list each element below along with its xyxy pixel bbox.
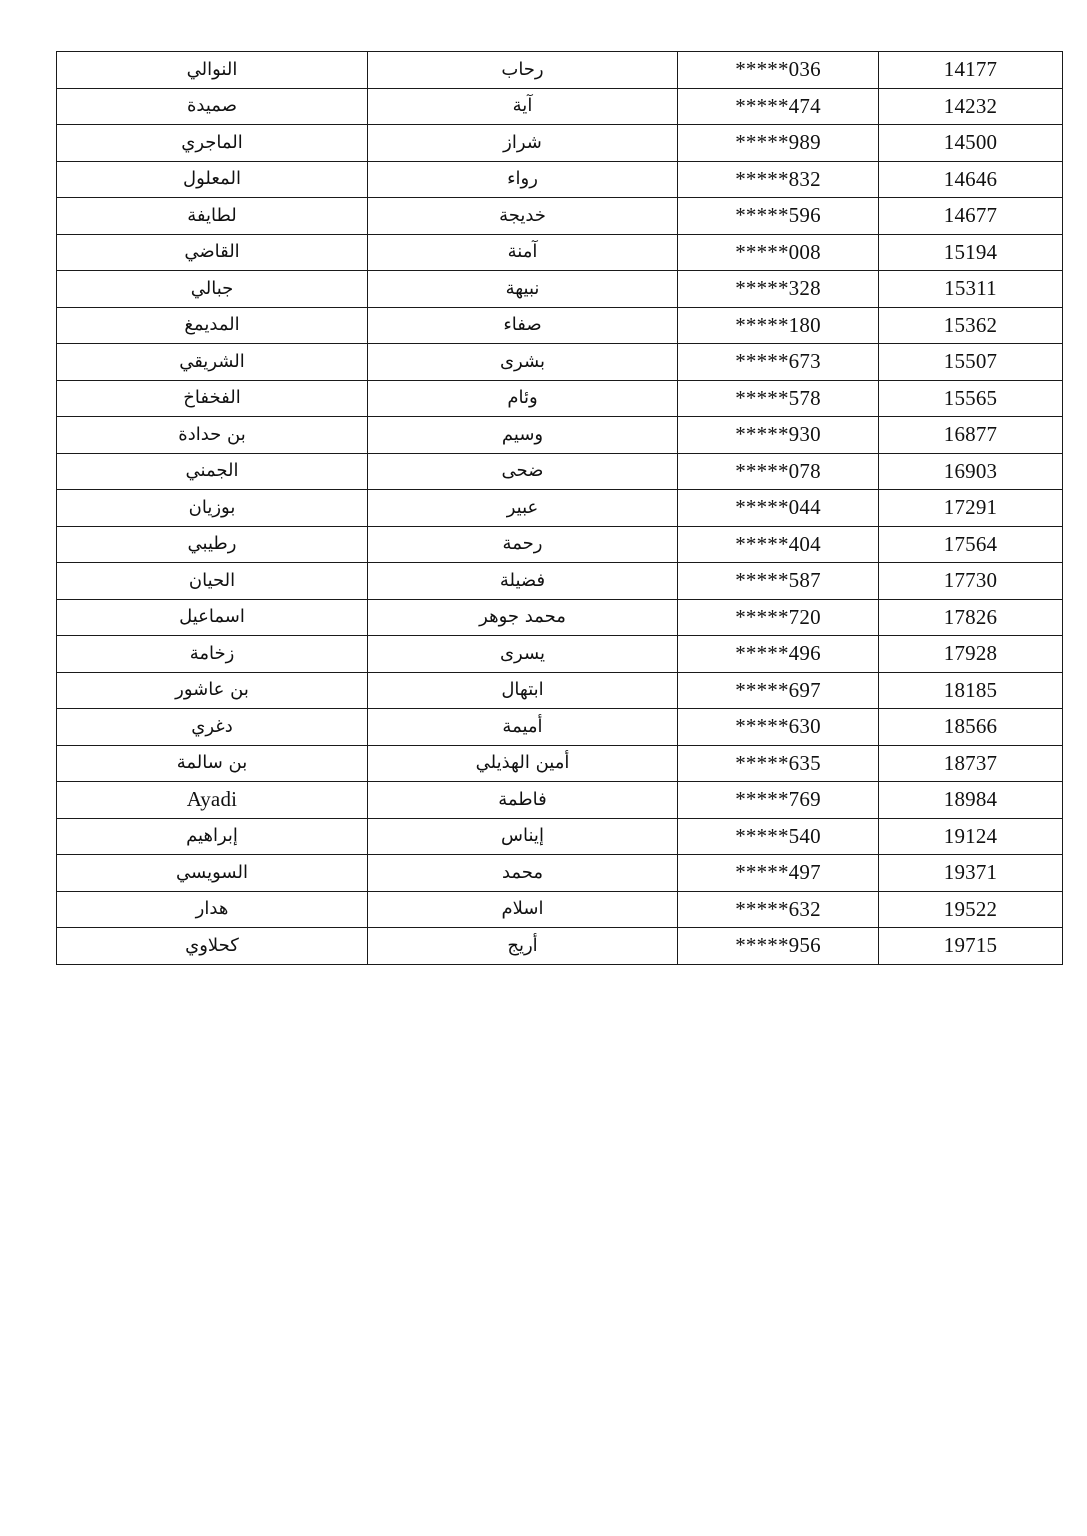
cell-number: 15565 xyxy=(879,380,1063,417)
table-row xyxy=(57,891,1063,928)
cell-last-name: جبالي xyxy=(57,271,368,308)
cell-last-name: السويسي xyxy=(57,855,368,892)
cell-masked-id: *****673 xyxy=(678,344,879,381)
cell-first-name: اسلام xyxy=(368,891,678,928)
cell-number: 17564 xyxy=(879,526,1063,563)
table-row xyxy=(57,490,1063,527)
cell-number: 18737 xyxy=(879,745,1063,782)
cell-last-name: الجمني xyxy=(57,453,368,490)
cell-first-name: شراز xyxy=(368,125,678,162)
cell-number: 18984 xyxy=(879,782,1063,819)
cell-masked-id: *****832 xyxy=(678,161,879,198)
cell-number: 15362 xyxy=(879,307,1063,344)
table-row xyxy=(57,88,1063,125)
table-row xyxy=(57,526,1063,563)
cell-last-name: هدار xyxy=(57,891,368,928)
cell-masked-id: *****956 xyxy=(678,928,879,965)
cell-first-name: نبيهة xyxy=(368,271,678,308)
cell-last-name: بوزيان xyxy=(57,490,368,527)
cell-number: 15507 xyxy=(879,344,1063,381)
cell-last-name: صميدة xyxy=(57,88,368,125)
cell-first-name: رحمة xyxy=(368,526,678,563)
cell-masked-id: *****497 xyxy=(678,855,879,892)
cell-masked-id: *****769 xyxy=(678,782,879,819)
table-row xyxy=(57,380,1063,417)
names-table xyxy=(56,51,1063,965)
table-row xyxy=(57,125,1063,162)
cell-last-name: الشريقي xyxy=(57,344,368,381)
cell-number: 19715 xyxy=(879,928,1063,965)
cell-last-name: اسماعيل xyxy=(57,599,368,636)
cell-first-name: عبير xyxy=(368,490,678,527)
table-row xyxy=(57,307,1063,344)
cell-last-name: كحلاوي xyxy=(57,928,368,965)
table-row xyxy=(57,198,1063,235)
cell-masked-id: *****078 xyxy=(678,453,879,490)
cell-masked-id: *****930 xyxy=(678,417,879,454)
table-row xyxy=(57,818,1063,855)
table-row xyxy=(57,636,1063,673)
table-row xyxy=(57,709,1063,746)
cell-first-name: ابتهال xyxy=(368,672,678,709)
table-row xyxy=(57,417,1063,454)
cell-masked-id: *****720 xyxy=(678,599,879,636)
cell-first-name: ضحى xyxy=(368,453,678,490)
cell-first-name: أمين الهذيلي xyxy=(368,745,678,782)
cell-last-name: رطيبي xyxy=(57,526,368,563)
cell-masked-id: *****540 xyxy=(678,818,879,855)
cell-last-name: إبراهيم xyxy=(57,818,368,855)
table-body xyxy=(57,52,1063,965)
cell-number: 14177 xyxy=(879,52,1063,89)
cell-number: 19124 xyxy=(879,818,1063,855)
table-row xyxy=(57,52,1063,89)
cell-number: 15194 xyxy=(879,234,1063,271)
cell-first-name: رحاب xyxy=(368,52,678,89)
cell-masked-id: *****632 xyxy=(678,891,879,928)
cell-number: 19522 xyxy=(879,891,1063,928)
cell-number: 14500 xyxy=(879,125,1063,162)
table-row xyxy=(57,928,1063,965)
cell-number: 18566 xyxy=(879,709,1063,746)
cell-first-name: وئام xyxy=(368,380,678,417)
cell-last-name: بن سالمة xyxy=(57,745,368,782)
cell-first-name: صفاء xyxy=(368,307,678,344)
cell-number: 19371 xyxy=(879,855,1063,892)
cell-last-name: بن حدادة xyxy=(57,417,368,454)
cell-last-name: الماجري xyxy=(57,125,368,162)
cell-masked-id: *****180 xyxy=(678,307,879,344)
cell-number: 17291 xyxy=(879,490,1063,527)
cell-last-name: المعلول xyxy=(57,161,368,198)
cell-first-name: خديجة xyxy=(368,198,678,235)
cell-number: 16877 xyxy=(879,417,1063,454)
cell-masked-id: *****474 xyxy=(678,88,879,125)
table-row xyxy=(57,855,1063,892)
cell-number: 15311 xyxy=(879,271,1063,308)
cell-masked-id: *****008 xyxy=(678,234,879,271)
cell-first-name: فاطمة xyxy=(368,782,678,819)
cell-number: 17928 xyxy=(879,636,1063,673)
cell-masked-id: *****630 xyxy=(678,709,879,746)
cell-masked-id: *****587 xyxy=(678,563,879,600)
table-row xyxy=(57,234,1063,271)
cell-first-name: وسيم xyxy=(368,417,678,454)
cell-masked-id: *****596 xyxy=(678,198,879,235)
cell-first-name: محمد جوهر xyxy=(368,599,678,636)
table-row xyxy=(57,563,1063,600)
cell-last-name: زخامة xyxy=(57,636,368,673)
cell-first-name: آمنة xyxy=(368,234,678,271)
cell-last-name: الفخفاخ xyxy=(57,380,368,417)
cell-last-name: لطايفة xyxy=(57,198,368,235)
cell-first-name: يسرى xyxy=(368,636,678,673)
cell-first-name: آية xyxy=(368,88,678,125)
table-row xyxy=(57,271,1063,308)
cell-masked-id: *****044 xyxy=(678,490,879,527)
table-row xyxy=(57,453,1063,490)
cell-first-name: أريج xyxy=(368,928,678,965)
cell-first-name: إيناس xyxy=(368,818,678,855)
cell-last-name: القاضي xyxy=(57,234,368,271)
cell-first-name: محمد xyxy=(368,855,678,892)
cell-last-name: Ayadi xyxy=(57,782,368,819)
cell-number: 14646 xyxy=(879,161,1063,198)
table-row xyxy=(57,161,1063,198)
cell-masked-id: *****635 xyxy=(678,745,879,782)
cell-number: 18185 xyxy=(879,672,1063,709)
cell-last-name: المديمغ xyxy=(57,307,368,344)
cell-first-name: فضيلة xyxy=(368,563,678,600)
cell-masked-id: *****036 xyxy=(678,52,879,89)
table-row xyxy=(57,782,1063,819)
table-row xyxy=(57,672,1063,709)
cell-number: 16903 xyxy=(879,453,1063,490)
table-row xyxy=(57,599,1063,636)
cell-masked-id: *****496 xyxy=(678,636,879,673)
cell-last-name: دغري xyxy=(57,709,368,746)
cell-masked-id: *****404 xyxy=(678,526,879,563)
cell-masked-id: *****697 xyxy=(678,672,879,709)
cell-number: 14677 xyxy=(879,198,1063,235)
cell-number: 14232 xyxy=(879,88,1063,125)
cell-first-name: أميمة xyxy=(368,709,678,746)
cell-last-name: بن عاشور xyxy=(57,672,368,709)
cell-number: 17730 xyxy=(879,563,1063,600)
cell-masked-id: *****578 xyxy=(678,380,879,417)
cell-masked-id: *****328 xyxy=(678,271,879,308)
cell-masked-id: *****989 xyxy=(678,125,879,162)
table-row xyxy=(57,745,1063,782)
cell-first-name: بشرى xyxy=(368,344,678,381)
cell-number: 17826 xyxy=(879,599,1063,636)
cell-last-name: النوالي xyxy=(57,52,368,89)
cell-first-name: رواء xyxy=(368,161,678,198)
cell-last-name: الحيان xyxy=(57,563,368,600)
table-row xyxy=(57,344,1063,381)
